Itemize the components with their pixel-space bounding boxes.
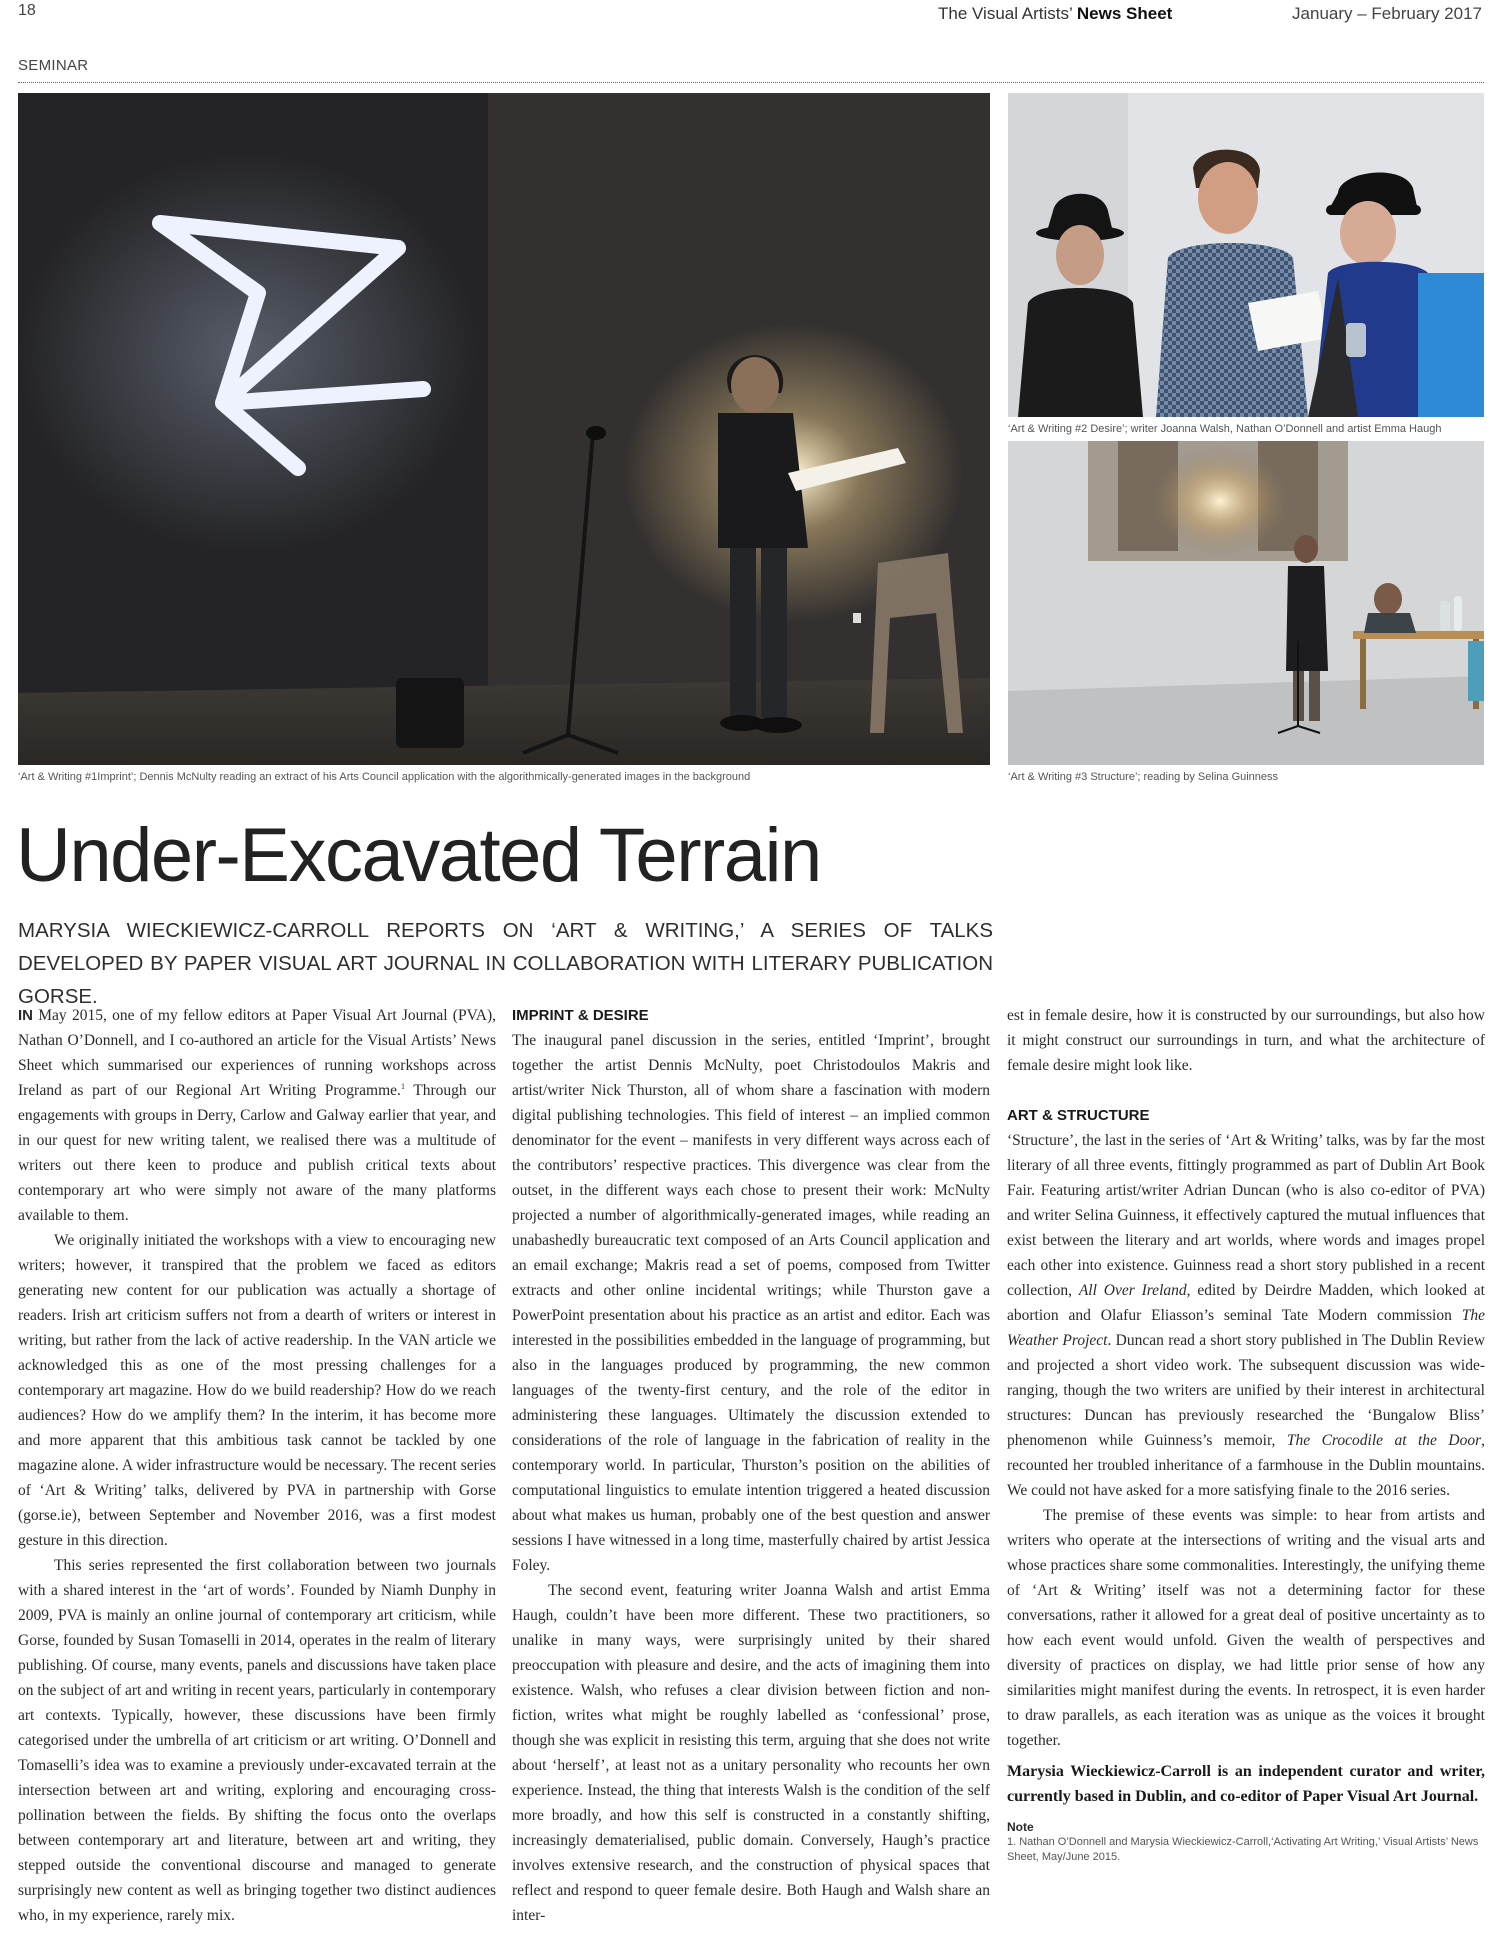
photo-imprint-caption: ‘Art & Writing #1Imprint’; Dennis McNulty reading an extract of his Arts Council application with the algorithmically-generated images in the background bbox=[18, 771, 751, 783]
photo-desire-caption: ‘Art & Writing #2 Desire’; writer Joanna Walsh, Nathan O’Donnell and artist Emma Haugh bbox=[1008, 423, 1442, 435]
column-3-paragraph-1-d: , recounted her troubled inheritance of a farmhouse in the Dublin mountains. We could not have asked for a more satisfying finale to the 2016 series. bbox=[1007, 1432, 1486, 1499]
photo-structure-illustration bbox=[1008, 441, 1484, 765]
publication-title-prefix: The Visual Artists’ bbox=[938, 4, 1073, 23]
publication-title-bold: News Sheet bbox=[1076, 4, 1173, 23]
book-title-all-over-ireland: All Over Ireland bbox=[1078, 1282, 1187, 1299]
photo-structure-reading bbox=[1008, 441, 1484, 765]
photo-imprint-reading bbox=[18, 93, 990, 765]
section-label: SEMINAR bbox=[18, 57, 89, 74]
note-label: Note bbox=[1007, 1820, 1034, 1834]
photo-imprint-illustration bbox=[18, 93, 990, 765]
footnote-marker: 1 bbox=[400, 1081, 405, 1091]
column-2-paragraph-1: The inaugural panel discussion in the series, entitled ‘Imprint’, brought together the artist Dennis McNulty, poet Christodoulos Makris and artist/writer Nick Thurston, all of whom share a fascination with modern digital publishing technologies. This field of interest – an implied common denominator for the event – manifests in very different ways across each of the contributors’ respective practices. This divergence was clear from the outset, in the different ways each chose to present their work: McNulty projected a number of algorithmically-generated images, while reading an unabashedly bureaucratic text composed of an Arts Council application and an email exchange; Makris read a set of poems, composed from Twitter extracts and other online incidental writings; while Thurston gave a PowerPoint presentation about his practice as an artist and editor. Each was interested in the possibilities embedded in the language of programming, but also in the languages produced by programming, the new common languages of the twenty-first century, and the role of the editor in administering these languages. Ultimately the discussion extended to considerations of the role of language in the fabrication of reality in the contemporary world. In particular, Thurston’s position on the abilities of computational linguistics to emulate intention triggered a heated discussion about what makes us human, probably one of the best question and answer sessions I have witnessed in a long time, masterfully chaired by artist Jessica Foley. bbox=[512, 1032, 990, 1574]
column-1-paragraph-1-rest: Through our engagements with groups in Derry, Carlow and Galway earlier that year, and in our quest for new writing talent, we realised there was a multitude of writers out there keen to produce and publish critical texts about contemporary art who were simply not aware of the many platforms available to them. bbox=[18, 1082, 496, 1224]
issue-date: January – February 2017 bbox=[1292, 4, 1482, 23]
page-number: 18 bbox=[18, 2, 36, 19]
photo-structure-caption: ‘Art & Writing #3 Structure’; reading by Selina Guinness bbox=[1008, 771, 1279, 783]
column-1-paragraph-2: We originally initiated the workshops with a view to encouraging new writers; however, it transpired that the problem we faced as editors generating new content for our publication was actually a shortage of readers. Irish art criticism suffers not from a dearth of writers or interest in writing, but rather from the lack of active readership. In the VAN article we acknowledged this as one of the most pressing challenges for a contemporary art magazine. How do we build readership? How do we reach audiences? How do we amplify them? In the interim, it has become more and more apparent that this ambitious task cannot be tackled by one magazine alone. A wider infrastructure would be necessary. The recent series of ‘Art & Writing’ talks, delivered by PVA in partnership with Gorse (gorse.ie), between September and November 2016, was a first modest gesture in this direction. bbox=[18, 1232, 496, 1549]
column-1-paragraph-3: This series represented the first collaboration between two journals with a shared interest in the ‘art of words’. Founded by Niamh Dunphy in 2009, PVA is mainly an online journal of contemporary art criticism, while Gorse, founded by Susan Tomaselli in 2014, operates in the realm of literary publishing. Of course, many events, panels and discussions have taken place on the subject of art and writing in recent years, particularly in contemporary art contexts. Typically, however, these discussions have been firmly categorised under the umbrella of art criticism or art writing. O’Donnell and Tomaselli’s idea was to examine a previously under-excavated terrain at the intersection between art and writing, exploring and encouraging cross-pollination between the fields. By shifting the focus onto the overlaps between contemporary art and literature, between art and writing, they stepped outside the conventional discourse and managed to generate surprisingly new content as well as bringing together two distinct audiences who, in my experience, rarely mix. bbox=[18, 1557, 496, 1924]
subhead-art-structure: ART & STRUCTURE bbox=[1007, 1107, 1150, 1124]
header-divider bbox=[18, 82, 1484, 83]
author-bio: Marysia Wieckiewicz-Carroll is an independent curator and writer, currently based in Dublin, and co-editor of Paper Visual Art Journal. bbox=[1007, 1763, 1485, 1805]
subhead-imprint-desire: IMPRINT & DESIRE bbox=[512, 1007, 649, 1024]
column-1-paragraph-1 bbox=[18, 1003, 496, 1228]
column-3-paragraph-0: est in female desire, how it is constructed by our surroundings, but also how it might construct our surroundings in turn, and what the architecture of female desire might look like. bbox=[1007, 1007, 1485, 1074]
article-headline: Under-Excavated Terrain bbox=[16, 813, 821, 898]
article-column-3 bbox=[1007, 1003, 1485, 1865]
book-title-crocodile-at-the-door: The Crocodile at the Door bbox=[1286, 1432, 1482, 1449]
article-column-1 bbox=[18, 1003, 496, 1928]
publication-title bbox=[938, 4, 1172, 24]
lead-in: IN bbox=[18, 1007, 33, 1024]
article-standfirst: MARYSIA WIECKIEWICZ-CARROLL REPORTS ON ‘ART & WRITING,’ A SERIES OF TALKS DEVELOPED BY PAPER VISUAL ART JOURNAL IN COLLABORATION WITH LITERARY PUBLICATION GORSE. bbox=[18, 919, 993, 1008]
column-2-paragraph-2: The second event, featuring writer Joanna Walsh and artist Emma Haugh, couldn’t have been more different. These two practitioners, so unalike in many ways, were surprisingly united by their shared preoccupation with pleasure and desire, and the acts of imagining them into existence. Walsh, who refuses a clear division between fiction and non-fiction, writes what might be roughly labelled as ‘confessional’ prose, though she was explicit in resisting this term, arguing that she does not write about ‘herself’, at least not as a unitary personality who recounts her own experience. Instead, the thing that interests Walsh is the condition of the self more broadly, and how this self is constructed in a constantly shifting, increasingly dematerialised, public domain. Conversely, Haugh’s practice involves extensive research, and the construction of physical spaces that reflect and respond to queer female desire. Both Haugh and Walsh share an inter- bbox=[512, 1582, 990, 1924]
column-3-paragraph-1 bbox=[1007, 1128, 1485, 1503]
column-3-paragraph-1-c: . Duncan read a short story published in The Dublin Review and projected a short video work. The subsequent discussion was wide-ranging, though the two writers are unified by their interest in architectural structures: Duncan has previously researched the ‘Bungalow Bliss’ phenomenon while Guinness’s memoir, bbox=[1007, 1332, 1485, 1449]
column-3-paragraph-1-b: , edited by Deirdre Madden, which looked at abortion and Olafur Eliasson’s seminal Tate Modern commission bbox=[1007, 1282, 1485, 1324]
artwork-title-weather-project: The Weather Project bbox=[1007, 1307, 1485, 1349]
column-3-paragraph-2: The premise of these events was simple: to hear from artists and writers who operate at the intersections of writing and the visual arts and whose practices share some commonalities. Interestingly, the unifying theme of ‘Art & Writing’ itself was not a determining factor for these conversations, rather it allowed for a great deal of positive uncertainty as to how each event would unfold. Given the wealth of perspectives and diversity of practices on display, we had little prior sense of how any similarities might manifest during the events. In retrospect, it is even harder to draw parallels, as each iteration was as unique as the voices it brought together. bbox=[1007, 1507, 1485, 1749]
column-3-spacer bbox=[1007, 1078, 1485, 1103]
column-3-paragraph-1-a: ‘Structure’, the last in the series of ‘Art & Writing’ talks, was by far the most literary of all three events, fittingly programmed as part of Dublin Art Book Fair. Featuring artist/writer Adrian Duncan (who is also co-editor of PVA) and writer Selina Guinness, it effectively captured the mutual influences that exist between the literary and art worlds, where words and images propel each other into existence. Guinness read a short story published in a recent collection, bbox=[1007, 1132, 1485, 1299]
column-1-paragraph-1-text: May 2015, one of my fellow editors at Paper Visual Art Journal (PVA), Nathan O’Donnell, and I co-authored an article for the Visual Artists’ News Sheet which summarised our experiences of running workshops across Ireland as part of our Regional Art Writing Programme. bbox=[18, 1007, 496, 1099]
photo-desire-illustration bbox=[1008, 93, 1484, 417]
article-column-2 bbox=[512, 1003, 990, 1928]
photo-desire-group bbox=[1008, 93, 1484, 417]
footnote-text: 1. Nathan O’Donnell and Marysia Wieckiewicz-Carroll,‘Activating Art Writing,’ Visual Artists’ News Sheet, May/June 2015. bbox=[1007, 1836, 1479, 1863]
